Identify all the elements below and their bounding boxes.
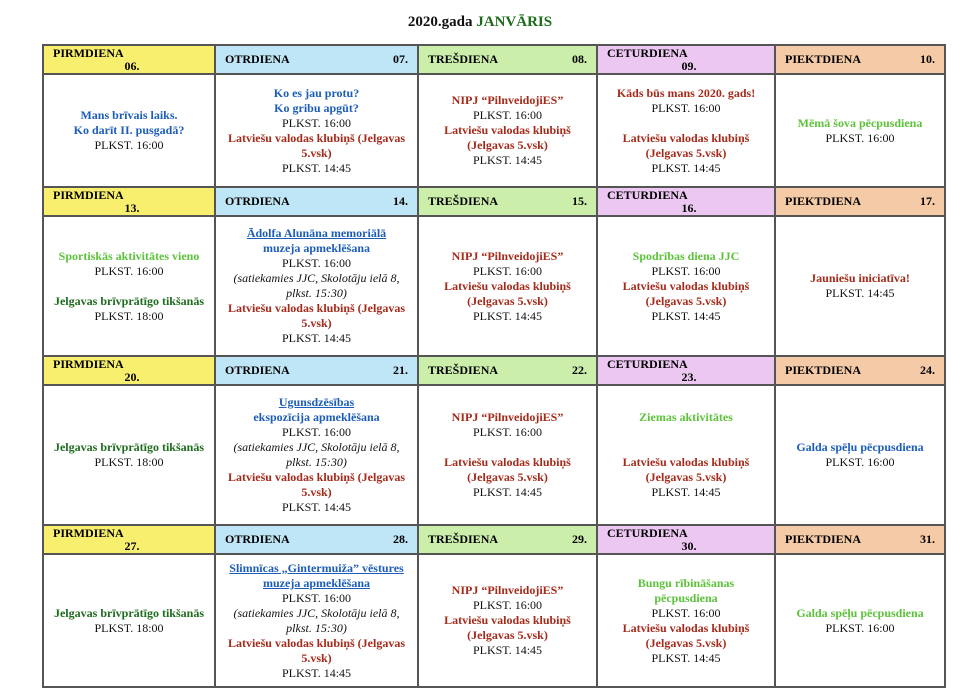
event-cell-fri — [775, 74, 945, 187]
event-line: PLKST. 16:00 — [472, 108, 543, 122]
day-name: CETURDIENA — [607, 45, 688, 60]
day-name: OTRDIENA — [225, 532, 290, 546]
day-header-wed — [418, 45, 597, 74]
event-line: Slimnīcas „Gintermuiža” vēstures — [229, 560, 404, 575]
event-line: (Jelgavas 5.vsk) — [645, 145, 727, 160]
event-line: PLKST. 16:00 — [825, 620, 895, 635]
event-line: plkst. 15:30) — [286, 286, 347, 300]
event-cell-wed — [418, 385, 597, 525]
day-header-thu — [597, 356, 775, 385]
event-cell-fri — [775, 554, 945, 687]
day-header-thu — [597, 187, 775, 216]
event-line: Latviešu valodas klubiņš (Jelgavas 5.vsk) — [227, 301, 406, 330]
day-date: 07. — [393, 52, 408, 66]
day-header-mon — [43, 187, 215, 216]
event-line: (Jelgavas 5.vsk) — [467, 628, 548, 642]
event-cell-wed — [418, 554, 597, 687]
event-line: PLKST. 14:45 — [472, 485, 543, 499]
page-title — [0, 14, 960, 31]
event-line: PLKST. 16:00 — [94, 138, 164, 152]
event-line: PLKST. 14:45 — [281, 160, 352, 175]
event-line: (Jelgavas 5.vsk) — [467, 293, 548, 308]
event-line: NIPJ “PilnveidojiES” — [451, 248, 564, 263]
day-header-fri — [775, 45, 945, 74]
title-month: JANVĀRIS — [476, 14, 553, 30]
event-line: Ko gribu apgūt? — [274, 100, 359, 115]
day-header-fri — [775, 525, 945, 554]
event-line: plkst. 15:30) — [286, 620, 347, 635]
event-line: PLKST. 18:00 — [94, 455, 164, 469]
day-name: TREŠDIENA — [428, 194, 499, 208]
event-cell-fri — [775, 216, 945, 356]
event-line: Ziemas aktivitātes — [639, 410, 733, 424]
event-line: muzeja apmeklēšana — [263, 241, 370, 255]
event-line: (satiekamies JJC, Skolotāju ielā 8, — [233, 271, 400, 285]
event-cell-fri — [775, 385, 945, 525]
event-cell-tue — [215, 554, 418, 687]
event-cell-mon — [43, 74, 215, 187]
day-date: 22. — [572, 363, 587, 377]
day-name: PIRMDIENA — [53, 525, 124, 540]
event-line: Sportiskās aktivitātes vienо — [58, 248, 200, 263]
day-name: OTRDIENA — [225, 194, 290, 208]
event-line: Jelgavas brīvprātīgo tikšanās — [53, 440, 204, 454]
event-line: Latviešu valodas klubiņš (Jelgavas 5.vsk) — [227, 635, 406, 665]
event-line: Latviešu valodas klubiņš — [444, 123, 571, 137]
event-line: Galda spēļu pēcpusdiena — [796, 440, 924, 454]
event-line: Ko es jau protu? — [273, 85, 360, 100]
day-header-thu — [597, 525, 775, 554]
day-name: PIRMDIENA — [53, 356, 124, 371]
title-year: 2020.gada — [407, 14, 473, 30]
event-line: NIPJ “PilnveidojiES” — [451, 93, 564, 107]
day-date: 23. — [681, 369, 697, 384]
week-events-row — [43, 74, 945, 187]
event-cell-wed — [418, 216, 597, 356]
event-line: (Jelgavas 5.vsk) — [645, 635, 727, 650]
day-header-tue — [215, 45, 418, 74]
week-header-row — [43, 45, 945, 74]
event-line: muzeja apmeklēšana — [263, 575, 370, 590]
day-name: OTRDIENA — [225, 52, 290, 66]
event-line: PLKST. 14:45 — [825, 286, 895, 300]
week-events-row — [43, 554, 945, 687]
day-date: 09. — [681, 58, 697, 73]
event-line: PLKST. 16:00 — [281, 425, 352, 439]
event-line: Latviešu valodas klubiņš — [622, 620, 750, 635]
event-cell-mon — [43, 216, 215, 356]
day-header-tue — [215, 187, 418, 216]
event-line: PLKST. 14:45 — [472, 643, 543, 657]
day-name: TREŠDIENA — [428, 532, 499, 546]
day-date: 13. — [124, 200, 140, 215]
event-line — [601, 440, 771, 455]
day-name: PIEKTDIENA — [785, 532, 862, 546]
day-date: 27. — [124, 538, 140, 553]
event-line: PLKST. 16:00 — [651, 263, 721, 278]
event-line: NIPJ “PilnveidojiES” — [451, 583, 564, 597]
day-name: PIEKTDIENA — [785, 194, 862, 208]
event-cell-thu — [597, 554, 775, 687]
event-line: PLKST. 14:45 — [281, 500, 352, 514]
event-line: Mēmā šova pēcpusdiena — [797, 115, 923, 130]
event-cell-tue — [215, 74, 418, 187]
event-line: PLKST. 16:00 — [825, 130, 895, 145]
event-cell-mon — [43, 554, 215, 687]
event-line: NIPJ “PilnveidojiES” — [451, 410, 564, 424]
day-date: 08. — [572, 52, 587, 66]
day-date: 20. — [124, 369, 140, 384]
day-name: CETURDIENA — [607, 356, 688, 371]
event-line: PLKST. 16:00 — [281, 590, 352, 605]
event-line: Spodrības diena JJC — [632, 248, 740, 263]
event-line: Latviešu valodas klubiņš (Jelgavas 5.vsk) — [227, 470, 406, 499]
event-line — [601, 116, 771, 131]
day-name: PIEKTDIENA — [785, 52, 862, 66]
day-date: 30. — [681, 538, 697, 553]
week-header-row — [43, 187, 945, 216]
event-line: PLKST. 14:45 — [651, 160, 721, 175]
day-header-wed — [418, 187, 597, 216]
event-line: Latviešu valodas klubiņš — [444, 455, 571, 469]
calendar-table — [42, 44, 946, 688]
day-date: 14. — [393, 194, 408, 208]
day-name: TREŠDIENA — [428, 52, 499, 66]
day-header-tue — [215, 356, 418, 385]
event-line: PLKST. 16:00 — [472, 263, 543, 278]
day-date: 29. — [572, 532, 587, 546]
day-date: 16. — [681, 200, 697, 215]
event-line: (Jelgavas 5.vsk) — [645, 470, 727, 484]
day-date: 21. — [393, 363, 408, 377]
event-cell-wed — [418, 74, 597, 187]
event-line: Ugunsdzēsības — [278, 395, 355, 409]
event-line: Galda spēļu pēcpusdiena — [796, 605, 924, 620]
day-header-mon — [43, 356, 215, 385]
day-name: CETURDIENA — [607, 525, 688, 540]
day-header-mon — [43, 45, 215, 74]
day-header-mon — [43, 525, 215, 554]
day-header-wed — [418, 525, 597, 554]
event-line: PLKST. 14:45 — [651, 308, 721, 323]
event-cell-tue — [215, 216, 418, 356]
day-header-fri — [775, 187, 945, 216]
event-line — [47, 279, 211, 294]
event-cell-mon — [43, 385, 215, 525]
event-line: Mans brīvais laiks. — [80, 108, 178, 122]
event-line: Bungu rībināšanas — [637, 575, 735, 590]
event-line: (satiekamies JJC, Skolotāju ielā 8, — [233, 605, 400, 620]
event-line: PLKST. 16:00 — [94, 263, 164, 278]
event-line: PLKST. 14:45 — [281, 665, 352, 680]
event-line: Latviešu valodas klubiņš (Jelgavas 5.vsk) — [227, 130, 406, 160]
event-line: PLKST. 16:00 — [651, 605, 721, 620]
event-line: PLKST. 14:45 — [472, 308, 543, 323]
day-date: 28. — [393, 532, 408, 546]
day-name: TREŠDIENA — [428, 363, 499, 377]
event-line: (Jelgavas 5.vsk) — [467, 470, 548, 484]
event-line: Kāds būs mans 2020. gads! — [616, 85, 756, 100]
event-line: Latviešu valodas klubiņš — [622, 278, 750, 293]
event-line — [601, 425, 771, 440]
event-line: PLKST. 14:45 — [472, 153, 543, 167]
event-line: Latviešu valodas klubiņš — [622, 130, 750, 145]
event-line: PLKST. 16:00 — [281, 256, 352, 270]
event-line: (satiekamies JJC, Skolotāju ielā 8, — [233, 440, 400, 454]
day-date: 24. — [920, 363, 935, 377]
event-line: PLKST. 18:00 — [94, 620, 164, 635]
day-name: CETURDIENA — [607, 187, 688, 202]
day-date: 10. — [920, 52, 935, 66]
day-header-fri — [775, 356, 945, 385]
event-line: PLKST. 18:00 — [94, 308, 164, 323]
event-line: PLKST. 14:45 — [651, 650, 721, 665]
day-header-thu — [597, 45, 775, 74]
day-date: 15. — [572, 194, 587, 208]
day-name: OTRDIENA — [225, 363, 290, 377]
event-cell-thu — [597, 385, 775, 525]
event-line: PLKST. 16:00 — [472, 425, 543, 439]
day-date: 17. — [920, 194, 935, 208]
event-line: Jauniešu iniciatīva! — [810, 271, 910, 285]
event-line: PLKST. 16:00 — [651, 100, 721, 115]
event-line: PLKST. 16:00 — [472, 598, 543, 612]
day-date: 06. — [124, 58, 140, 73]
event-line: Latviešu valodas klubiņš — [622, 455, 750, 469]
event-cell-thu — [597, 216, 775, 356]
event-line: Ādolfa Alunāna memoriālā — [246, 226, 387, 240]
day-header-tue — [215, 525, 418, 554]
event-line: PLKST. 14:45 — [651, 485, 721, 499]
event-line: (Jelgavas 5.vsk) — [467, 138, 548, 152]
event-line: pēcpusdiena — [654, 590, 718, 605]
day-header-wed — [418, 356, 597, 385]
event-line: PLKST. 14:45 — [281, 331, 352, 345]
event-line: ekspozīcija apmeklēšana — [253, 410, 380, 424]
week-header-row — [43, 356, 945, 385]
week-events-row — [43, 385, 945, 525]
day-name: PIEKTDIENA — [785, 363, 862, 377]
event-line: Jelgavas brīvprātīgo tikšanās — [53, 605, 204, 620]
week-header-row — [43, 525, 945, 554]
event-line: PLKST. 16:00 — [825, 455, 895, 469]
event-line: (Jelgavas 5.vsk) — [645, 293, 727, 308]
event-line: Ko darīt II. pusgadā? — [73, 123, 185, 137]
event-cell-tue — [215, 385, 418, 525]
event-line: plkst. 15:30) — [286, 455, 347, 469]
event-line: Jelgavas brīvprātīgo tikšanās — [53, 293, 204, 308]
event-cell-thu — [597, 74, 775, 187]
event-line: PLKST. 16:00 — [281, 115, 352, 130]
event-line: Latviešu valodas klubiņš — [444, 613, 571, 627]
day-name: PIRMDIENA — [53, 187, 124, 202]
day-date: 31. — [920, 532, 935, 546]
week-events-row — [43, 216, 945, 356]
day-name: PIRMDIENA — [53, 45, 124, 60]
event-line — [422, 440, 593, 455]
event-line: Latviešu valodas klubiņš — [444, 278, 571, 293]
